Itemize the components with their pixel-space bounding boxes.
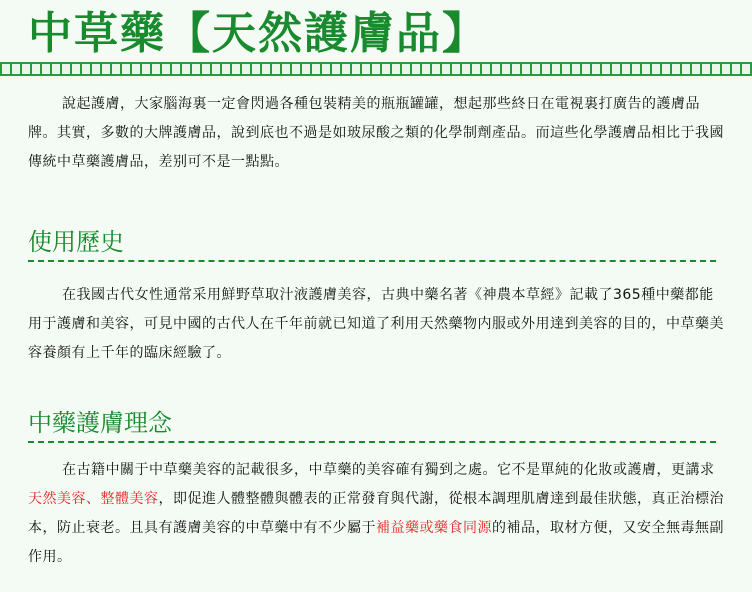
philosophy-paragraph bbox=[28, 456, 728, 572]
philosophy-text-3: 的補品，取材方便，又安全無毒無副作用。 bbox=[28, 520, 724, 565]
decorative-border bbox=[0, 62, 752, 76]
page-title: 中草藥【天然護膚品】 bbox=[28, 8, 488, 59]
section-heading-philosophy: 中藥護膚理念 bbox=[28, 407, 716, 443]
highlight-natural-beauty: 天然美容、整體美容 bbox=[28, 491, 159, 507]
philosophy-text-1: 在古籍中關于中草藥美容的記載很多，中草藥的美容確有獨到之處。它不是單純的化妝或護膚，更講求 bbox=[62, 462, 715, 478]
intro-paragraph: 說起護膚，大家腦海裏一定會閃過各種包裝精美的瓶瓶罐罐，想起那些終日在電視裏打廣告的護膚品牌。其實，多數的大牌護膚品，說到底也不過是如玻尿酸之類的化學制劑產品。而這些化學護膚品相比于我國傳統中草藥護膚品，差别可不是一點點。 bbox=[28, 96, 724, 170]
philosophy-text-2: ，即促進人體整體與體表的正常發育與代謝，從根本調理肌膚達到最佳狀態，真正治標治本，防止衰老。且具有護膚美容的中草藥中有不少屬于 bbox=[28, 491, 724, 536]
section-heading-history: 使用歷史 bbox=[28, 226, 716, 262]
history-paragraph: 在我國古代女性通常采用鮮野草取汁液護膚美容，古典中藥名著《神農本草經》記載了365種中藥都能用于護膚和美容，可見中國的古代人在千年前就已知道了利用天然藥物内服或外用達到美容的目的，中草藥美容養顏有上千年的臨床經驗了。 bbox=[28, 287, 724, 361]
highlight-tonic-herbs: 補益藥或藥食同源 bbox=[376, 520, 492, 536]
